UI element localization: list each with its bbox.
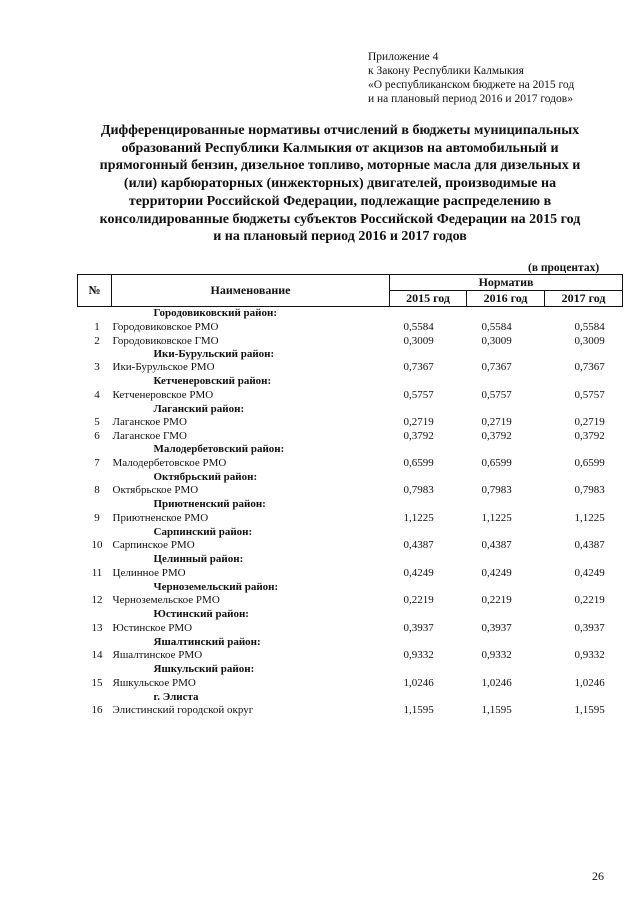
value-2016: 0,4387 xyxy=(481,539,512,551)
district-row xyxy=(78,471,623,484)
table-row xyxy=(78,538,623,553)
row-number: 6 xyxy=(94,430,100,442)
table-row xyxy=(78,415,623,429)
header-name: Наименование xyxy=(112,275,390,307)
district-row xyxy=(78,608,623,621)
row-number: 12 xyxy=(91,594,103,606)
district-row xyxy=(78,403,623,416)
title-line: территории Российской Федерации, подлежащие распределению в xyxy=(128,193,552,209)
row-number: 3 xyxy=(94,361,100,373)
unit-note: (в процентах) xyxy=(528,262,600,274)
normatives-table xyxy=(77,274,623,718)
table-row xyxy=(78,334,623,348)
municipality-name: Юстинское РМО xyxy=(112,621,193,634)
value-2017: 0,4387 xyxy=(574,539,605,551)
district-name: Ики-Бурульский район: xyxy=(153,347,275,360)
table-row xyxy=(78,648,623,663)
header-number: № xyxy=(78,275,112,307)
municipality-name: Яшалтинское РМО xyxy=(112,649,203,661)
district-row xyxy=(78,663,623,676)
row-number: 15 xyxy=(91,676,103,689)
row-number: 4 xyxy=(94,388,100,401)
value-2015: 1,0246 xyxy=(403,676,434,689)
district-row xyxy=(78,636,623,649)
value-2017: 0,6599 xyxy=(574,456,605,469)
value-2016: 0,3792 xyxy=(481,430,512,442)
title-line: (или) карбюраторных (инжекторных) двигателей, производимые на xyxy=(123,176,557,192)
table-row xyxy=(78,388,623,403)
municipality-name: Ики-Бурульское РМО xyxy=(112,361,215,373)
value-2016: 0,7983 xyxy=(481,484,512,496)
table-row xyxy=(78,320,623,334)
municipality-name: Октябрьское РМО xyxy=(112,484,199,496)
value-2015: 0,5757 xyxy=(403,388,434,401)
appendix-header xyxy=(368,50,574,106)
municipality-name: Сарпинское РМО xyxy=(112,539,195,551)
district-name: г. Элиста xyxy=(153,690,199,703)
table-row xyxy=(78,429,623,443)
value-2017: 0,3937 xyxy=(574,621,605,634)
value-2015: 0,4387 xyxy=(403,539,434,551)
district-row xyxy=(78,526,623,539)
table-row xyxy=(78,621,623,636)
row-number: 1 xyxy=(94,320,100,333)
district-name: Яшалтинский район: xyxy=(153,635,261,648)
municipality-name: Малодербетовское РМО xyxy=(112,456,227,469)
title-line: прямогонный бензин, дизельное топливо, моторные масла для дизельных и xyxy=(99,158,581,174)
value-2015: 0,3009 xyxy=(403,334,434,347)
table-row xyxy=(78,676,623,691)
header-year-2016: 2016 год xyxy=(467,291,545,307)
value-2017: 0,7983 xyxy=(574,484,605,496)
value-2017: 1,0246 xyxy=(574,676,605,689)
value-2017: 1,1595 xyxy=(574,704,605,716)
municipality-name: Приютненское РМО xyxy=(112,511,209,524)
value-2016: 0,5584 xyxy=(481,320,512,333)
district-row xyxy=(78,307,623,320)
table-header xyxy=(78,275,623,307)
row-number: 13 xyxy=(91,621,103,634)
municipality-name: Городовиковское ГМО xyxy=(112,334,219,347)
title-line: консолидированные бюджеты субъектов Российской Федерации на 2015 год xyxy=(99,211,581,227)
value-2017: 0,3792 xyxy=(574,430,605,442)
table-row xyxy=(78,703,623,718)
title-line: Дифференцированные нормативы отчислений в бюджеты муниципальных xyxy=(100,123,580,138)
district-row xyxy=(78,691,623,704)
district-name: Юстинский район: xyxy=(153,608,249,620)
district-row xyxy=(78,443,623,456)
value-2015: 1,1595 xyxy=(403,704,434,716)
table-body xyxy=(78,307,623,719)
value-2017: 0,7367 xyxy=(574,361,605,373)
table-row xyxy=(78,566,623,581)
district-name: Кетченеровский район: xyxy=(153,375,272,387)
header-normative: Норматив xyxy=(390,275,623,291)
row-number: 11 xyxy=(91,566,103,579)
row-number: 7 xyxy=(94,456,100,469)
district-row xyxy=(78,498,623,511)
table-row xyxy=(78,511,623,526)
district-name: Целинный район: xyxy=(153,553,244,565)
value-2016: 0,3009 xyxy=(481,334,512,347)
district-name: Малодербетовский район: xyxy=(153,443,285,455)
district-name: Приютненский район: xyxy=(153,498,266,510)
value-2017: 0,9332 xyxy=(574,649,605,661)
header-year-2017: 2017 год xyxy=(545,291,623,307)
value-2016: 0,6599 xyxy=(481,456,512,469)
value-2015: 0,2719 xyxy=(403,416,434,428)
page-number: 26 xyxy=(592,869,604,883)
district-name: Яшкульский район: xyxy=(153,663,255,675)
value-2016: 1,0246 xyxy=(481,676,512,689)
table-row xyxy=(78,456,623,471)
title-line: и на плановый период 2016 и 2017 годов xyxy=(213,229,467,245)
district-row xyxy=(78,553,623,566)
value-2017: 0,5757 xyxy=(574,388,605,401)
row-number: 8 xyxy=(94,484,100,496)
value-2016: 0,9332 xyxy=(481,649,512,661)
value-2015: 0,3792 xyxy=(403,430,434,442)
document-title xyxy=(70,122,610,246)
value-2015: 1,1225 xyxy=(403,511,434,524)
row-number: 16 xyxy=(91,704,103,716)
municipality-name: Целинное РМО xyxy=(112,566,186,579)
district-row xyxy=(78,348,623,361)
row-number: 9 xyxy=(94,511,100,524)
value-2017: 0,2719 xyxy=(574,416,605,428)
value-2016: 0,4249 xyxy=(481,566,512,579)
district-row xyxy=(78,581,623,594)
municipality-name: Элистинский городской округ xyxy=(112,704,254,716)
table-row xyxy=(78,360,623,375)
municipality-name: Лаганское ГМО xyxy=(112,430,187,442)
value-2015: 0,5584 xyxy=(403,320,434,333)
appendix-line: к Закону Республики Калмыкия xyxy=(368,65,524,77)
row-number: 14 xyxy=(91,649,103,661)
value-2015: 0,6599 xyxy=(403,456,434,469)
value-2015: 0,4249 xyxy=(403,566,434,579)
value-2016: 1,1225 xyxy=(481,511,512,524)
appendix-line: «О республиканском бюджете на 2015 год xyxy=(368,79,575,91)
value-2015: 0,2219 xyxy=(403,594,434,606)
header-year-2015: 2015 год xyxy=(390,291,467,307)
value-2017: 1,1225 xyxy=(574,511,605,524)
value-2016: 0,3937 xyxy=(481,621,512,634)
value-2015: 0,7983 xyxy=(403,484,434,496)
value-2016: 0,2719 xyxy=(481,416,512,428)
value-2016: 0,5757 xyxy=(481,388,512,401)
municipality-name: Кетченеровское РМО xyxy=(112,388,214,401)
table-row xyxy=(78,593,623,608)
district-name: Лаганский район: xyxy=(153,402,245,415)
row-number: 2 xyxy=(94,334,100,347)
municipality-name: Лаганское РМО xyxy=(112,416,187,428)
value-2017: 0,5584 xyxy=(574,320,605,333)
value-2017: 0,4249 xyxy=(574,566,605,579)
appendix-line: Приложение 4 xyxy=(368,51,439,63)
value-2017: 0,2219 xyxy=(574,594,605,606)
value-2015: 0,3937 xyxy=(403,621,434,634)
row-number: 10 xyxy=(91,539,103,551)
value-2016: 1,1595 xyxy=(481,704,512,716)
municipality-name: Черноземельское РМО xyxy=(112,594,220,606)
value-2016: 0,7367 xyxy=(481,361,512,373)
table-row xyxy=(78,483,623,498)
value-2016: 0,2219 xyxy=(481,594,512,606)
municipality-name: Яшкульское РМО xyxy=(112,676,196,689)
district-row xyxy=(78,375,623,388)
municipality-name: Городовиковское РМО xyxy=(112,320,219,333)
district-name: Городовиковский район: xyxy=(153,307,277,319)
district-name: Октябрьский район: xyxy=(153,470,258,483)
value-2017: 0,3009 xyxy=(574,334,605,347)
value-2015: 0,7367 xyxy=(403,361,434,373)
appendix-line: и на плановый период 2016 и 2017 годов» xyxy=(368,93,573,105)
value-2015: 0,9332 xyxy=(403,649,434,661)
district-name: Сарпинский район: xyxy=(153,525,253,538)
title-line: образований Республики Калмыкия от акцизов на автомобильный и xyxy=(121,140,559,156)
district-name: Черноземельский район: xyxy=(153,580,279,593)
row-number: 5 xyxy=(94,416,100,428)
